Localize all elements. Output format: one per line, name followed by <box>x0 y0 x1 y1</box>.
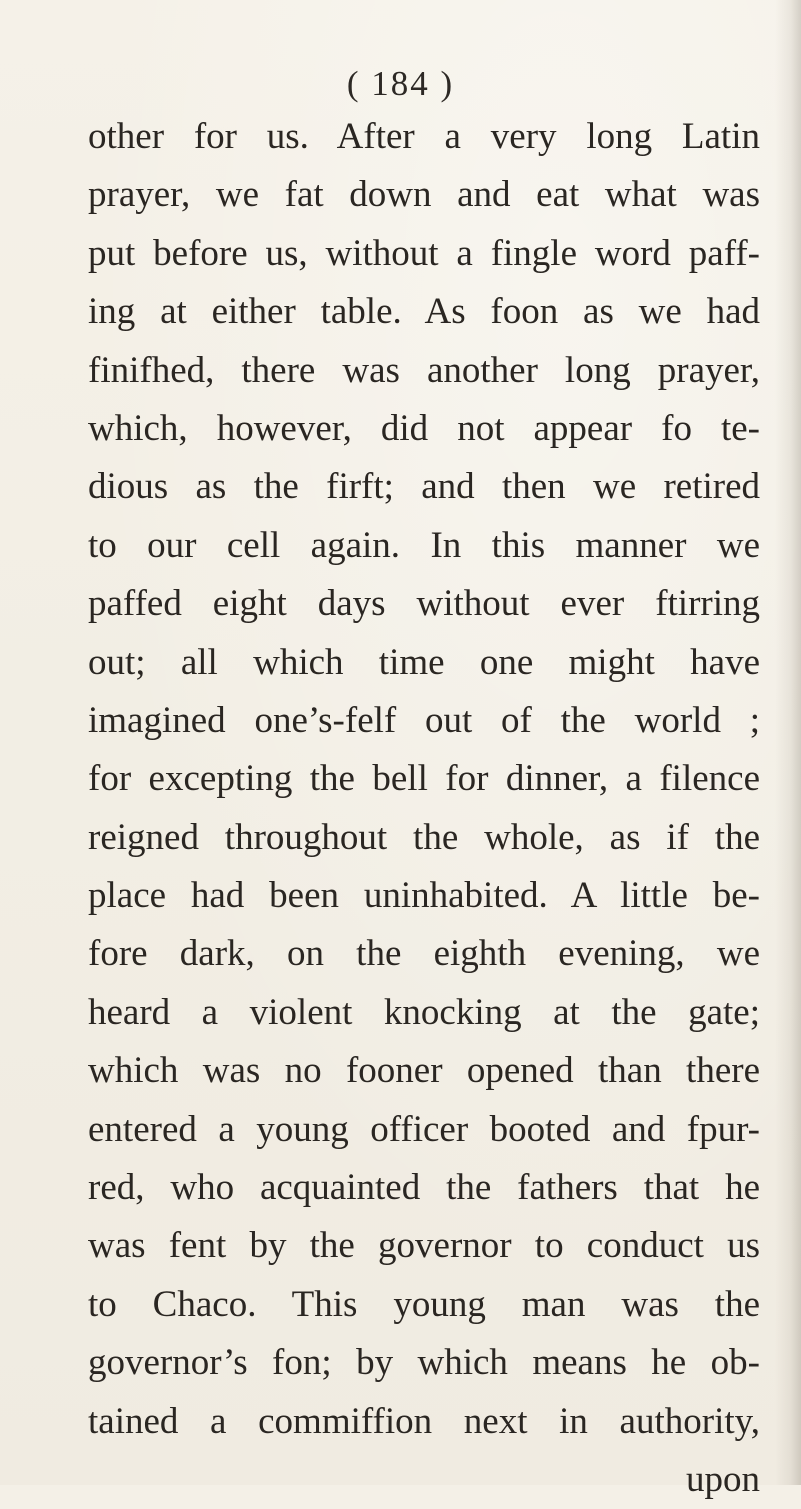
text-line: which, however, did not appear fo te- <box>88 407 760 449</box>
text-line: to Chaco. This young man was the <box>88 1283 760 1325</box>
text-line: tained a commiffion next in authority, <box>88 1400 760 1442</box>
page-number: ( 184 ) <box>346 64 455 103</box>
page-spine-shadow <box>775 0 801 1485</box>
text-line: out; all which time one might have <box>88 641 760 683</box>
text-line: which was no fooner opened than there <box>88 1050 760 1092</box>
text-line: ing at either table. As foon as we had <box>88 291 760 333</box>
text-line: imagined one’s-felf out of the world ; <box>88 699 760 741</box>
text-line: prayer, we fat down and eat what was <box>88 174 760 216</box>
text-line: governor’s fon; by which means he ob- <box>88 1342 760 1384</box>
text-line: paffed eight days without ever ftirring <box>88 583 760 625</box>
text-line: dious as the firft; and then we retired <box>88 466 760 508</box>
text-line: finifhed, there was another long prayer, <box>88 349 760 391</box>
text-line: entered a young officer booted and fpur- <box>88 1108 760 1150</box>
body-text <box>88 108 760 1509</box>
text-line: to our cell again. In this manner we <box>88 524 760 566</box>
text-line: reigned throughout the whole, as if the <box>88 816 760 858</box>
catchword: upon <box>686 1458 760 1500</box>
text-line: put before us, without a fingle word paff- <box>88 232 760 274</box>
text-line: fore dark, on the eighth evening, we <box>88 933 760 975</box>
text-line: for excepting the bell for dinner, a filence <box>88 758 760 800</box>
text-line: red, who acquainted the fathers that he <box>88 1167 760 1209</box>
text-line: was fent by the governor to conduct us <box>88 1225 760 1267</box>
text-line: other for us. After a very long Latin <box>88 116 760 157</box>
text-line: place had been uninhabited. A little be- <box>88 875 760 917</box>
text-line: heard a violent knocking at the gate; <box>88 991 760 1033</box>
